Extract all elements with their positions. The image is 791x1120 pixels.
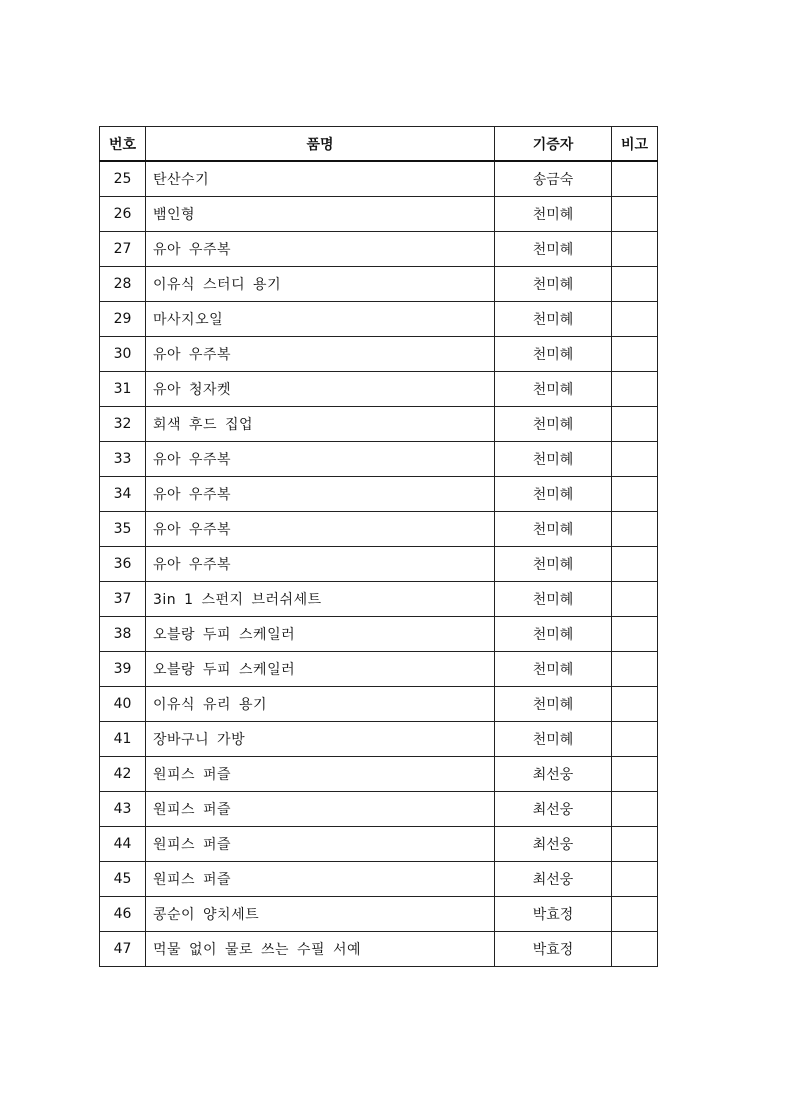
table-row [100,477,658,512]
row-number-cell: 33 [100,442,146,477]
note-cell [612,897,658,932]
row-number-cell: 34 [100,477,146,512]
row-number-cell: 26 [100,197,146,232]
note-cell [612,267,658,302]
donor-cell: 천미혜 [495,197,612,232]
header-donor: 기증자 [495,127,612,162]
table-row [100,267,658,302]
donor-cell: 천미혜 [495,407,612,442]
header-number: 번호 [100,127,146,162]
item-name-cell: 원피스 퍼즐 [146,792,495,827]
donor-cell: 천미혜 [495,442,612,477]
donor-cell: 최선웅 [495,792,612,827]
note-cell [612,477,658,512]
donor-cell: 천미혜 [495,337,612,372]
item-name-cell: 유아 우주복 [146,477,495,512]
donor-cell: 박효정 [495,897,612,932]
item-name-cell: 이유식 유리 용기 [146,687,495,722]
donor-cell: 천미혜 [495,477,612,512]
table-header [100,127,658,162]
item-name-cell: 원피스 퍼즐 [146,757,495,792]
row-number-cell: 44 [100,827,146,862]
row-number-cell: 47 [100,932,146,967]
table-row [100,792,658,827]
item-name-cell: 먹물 없이 물로 쓰는 수필 서예 [146,932,495,967]
table-row [100,512,658,547]
table-row [100,827,658,862]
note-cell [612,827,658,862]
table-row [100,617,658,652]
row-number-cell: 43 [100,792,146,827]
table-row [100,582,658,617]
item-name-cell: 회색 후드 집업 [146,407,495,442]
item-name-cell: 이유식 스터디 용기 [146,267,495,302]
note-cell [612,652,658,687]
row-number-cell: 29 [100,302,146,337]
note-cell [612,161,658,197]
note-cell [612,687,658,722]
note-cell [612,232,658,267]
table-row [100,197,658,232]
row-number-cell: 25 [100,161,146,197]
row-number-cell: 27 [100,232,146,267]
item-name-cell: 원피스 퍼즐 [146,862,495,897]
row-number-cell: 32 [100,407,146,442]
donor-cell: 최선웅 [495,757,612,792]
table-row [100,862,658,897]
note-cell [612,582,658,617]
item-name-cell: 3in 1 스펀지 브러쉬세트 [146,582,495,617]
donor-cell: 천미혜 [495,512,612,547]
table-row [100,232,658,267]
table-body [100,161,658,967]
header-note: 비고 [612,127,658,162]
item-name-cell: 유아 우주복 [146,547,495,582]
note-cell [612,442,658,477]
item-name-cell: 유아 우주복 [146,232,495,267]
row-number-cell: 40 [100,687,146,722]
row-number-cell: 46 [100,897,146,932]
row-number-cell: 42 [100,757,146,792]
table-row [100,757,658,792]
note-cell [612,617,658,652]
donor-cell: 천미혜 [495,302,612,337]
item-name-cell: 탄산수기 [146,161,495,197]
table-row [100,372,658,407]
note-cell [612,372,658,407]
table-row [100,687,658,722]
table-row [100,442,658,477]
note-cell [612,302,658,337]
note-cell [612,197,658,232]
item-name-cell: 원피스 퍼즐 [146,827,495,862]
note-cell [612,722,658,757]
donor-cell: 천미혜 [495,267,612,302]
note-cell [612,407,658,442]
table-row [100,302,658,337]
note-cell [612,337,658,372]
row-number-cell: 35 [100,512,146,547]
table-row [100,722,658,757]
table-row [100,547,658,582]
table-row [100,161,658,197]
table-row [100,652,658,687]
table-row [100,337,658,372]
table-row [100,897,658,932]
note-cell [612,512,658,547]
donor-cell: 송금숙 [495,161,612,197]
item-name-cell: 유아 우주복 [146,337,495,372]
item-name-cell: 장바구니 가방 [146,722,495,757]
note-cell [612,862,658,897]
donation-table [99,126,658,967]
note-cell [612,932,658,967]
header-row [100,127,658,162]
item-name-cell: 콩순이 양치세트 [146,897,495,932]
item-name-cell: 오블랑 두피 스케일러 [146,652,495,687]
item-name-cell: 뱀인형 [146,197,495,232]
item-name-cell: 유아 우주복 [146,512,495,547]
donor-cell: 최선웅 [495,862,612,897]
row-number-cell: 37 [100,582,146,617]
donor-cell: 천미혜 [495,687,612,722]
item-name-cell: 오블랑 두피 스케일러 [146,617,495,652]
row-number-cell: 38 [100,617,146,652]
item-name-cell: 유아 우주복 [146,442,495,477]
row-number-cell: 28 [100,267,146,302]
row-number-cell: 31 [100,372,146,407]
row-number-cell: 41 [100,722,146,757]
item-name-cell: 마사지오일 [146,302,495,337]
donor-cell: 천미혜 [495,722,612,757]
donor-cell: 천미혜 [495,652,612,687]
row-number-cell: 45 [100,862,146,897]
row-number-cell: 36 [100,547,146,582]
row-number-cell: 39 [100,652,146,687]
note-cell [612,547,658,582]
row-number-cell: 30 [100,337,146,372]
donor-cell: 천미혜 [495,582,612,617]
note-cell [612,757,658,792]
donor-cell: 최선웅 [495,827,612,862]
note-cell [612,792,658,827]
table-row [100,932,658,967]
donor-cell: 천미혜 [495,232,612,267]
donor-cell: 천미혜 [495,547,612,582]
item-name-cell: 유아 청자켓 [146,372,495,407]
donor-cell: 천미혜 [495,372,612,407]
donor-cell: 박효정 [495,932,612,967]
table-row [100,407,658,442]
donor-cell: 천미혜 [495,617,612,652]
header-item-name: 품명 [146,127,495,162]
